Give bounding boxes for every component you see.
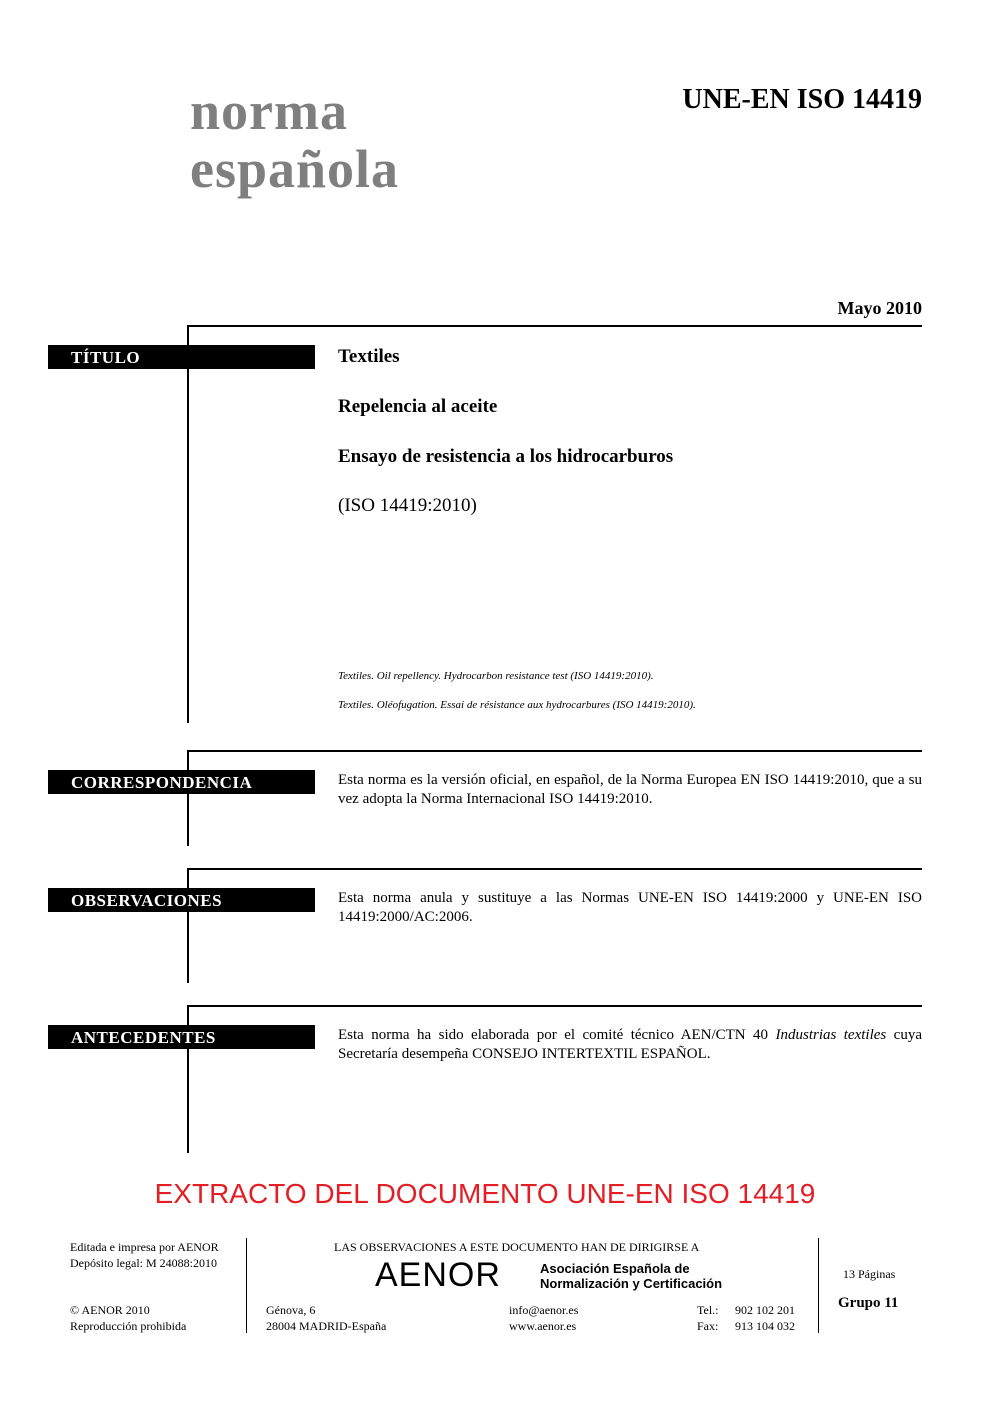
footer-phone-labels	[697, 1302, 719, 1334]
aenor-name-line1: Asociación Española de	[540, 1261, 690, 1276]
section-label-observaciones: OBSERVACIONES	[48, 888, 315, 912]
section-label-titulo: TÍTULO	[48, 345, 315, 369]
section-vertical-rule	[187, 750, 189, 846]
footer-edited: Editada e impresa por AENOR	[70, 1240, 219, 1254]
section-divider	[188, 868, 922, 870]
title-line-4: (ISO 14419:2010)	[338, 495, 477, 516]
aenor-logo: AENOR	[375, 1256, 501, 1294]
antecedentes-text-before: Esta norma ha sido elaborada por el comité técnico AEN/CTN 40	[338, 1027, 776, 1043]
section-label-correspondencia: CORRESPONDENCIA	[48, 770, 315, 794]
footer-observations-header: LAS OBSERVACIONES A ESTE DOCUMENTO HAN DE DIRIGIRSE A	[334, 1240, 700, 1254]
brand-line1: norma	[190, 81, 348, 141]
title-alt-english: Textiles. Oil repellency. Hydrocarbon resistance test (ISO 14419:2010).	[338, 670, 654, 682]
observaciones-text: Esta norma anula y sustituye a las Normas UNE-EN ISO 14419:2000 y UNE-EN ISO 14419:2000/AC:2006.	[338, 890, 922, 925]
footer-address-line2: 28004 MADRID-España	[266, 1319, 387, 1333]
footer-reproduction: Reproducción prohibida	[70, 1319, 187, 1333]
section-divider	[188, 750, 922, 752]
footer-tel-number: 902 102 201	[735, 1303, 795, 1317]
antecedentes-text-after: cuya Secretaría desempeña CONSEJO INTERTEXTIL ESPAÑOL.	[338, 1027, 922, 1062]
brand-title	[190, 82, 399, 198]
footer-contact-web	[509, 1302, 578, 1334]
footer-phone-numbers	[735, 1302, 795, 1334]
title-line-2: Repelencia al aceite	[338, 396, 498, 417]
footer-deposit: Depósito legal: M 24088:2010	[70, 1256, 217, 1270]
section-divider	[188, 1005, 922, 1007]
footer-edition-info	[70, 1239, 219, 1271]
standard-code: UNE-EN ISO 14419	[682, 84, 922, 115]
antecedentes-text	[338, 1026, 922, 1064]
footer-price-group: Grupo 11	[838, 1295, 899, 1311]
footer-email[interactable]: info@aenor.es	[509, 1303, 579, 1317]
aenor-name-line2: Normalización y Certificación	[540, 1276, 723, 1291]
correspondencia-text: Esta norma es la versión oficial, en español, de la Norma Europea EN ISO 14419:2010, que a su vez adopta la Norma Internacional ISO 14419:2010.	[338, 772, 922, 807]
antecedentes-committee-name: Industrias textiles	[775, 1027, 887, 1043]
footer-copyright-info	[70, 1302, 186, 1334]
title-line-3: Ensayo de resistencia a los hidrocarburos	[338, 446, 674, 467]
footer-website[interactable]: www.aenor.es	[509, 1319, 577, 1333]
section-divider	[188, 325, 922, 327]
title-alt-french: Textiles. Oléofugation. Essai de résistance aux hydrocarbures (ISO 14419:2010).	[338, 699, 696, 711]
extract-notice: EXTRACTO DEL DOCUMENTO UNE-EN ISO 14419	[154, 1178, 816, 1209]
section-label-antecedentes: ANTECEDENTES	[48, 1025, 315, 1049]
section-vertical-rule	[187, 868, 189, 983]
footer-copyright: © AENOR 2010	[70, 1303, 150, 1317]
brand-line2: española	[190, 139, 400, 199]
aenor-organization-name	[540, 1261, 722, 1291]
title-line-1: Textiles	[338, 346, 400, 367]
footer-fax-label: Fax:	[697, 1319, 719, 1333]
footer-fax-number: 913 104 032	[735, 1319, 795, 1333]
publication-date: Mayo 2010	[837, 298, 922, 318]
footer-divider	[246, 1238, 247, 1333]
footer-tel-label: Tel.:	[697, 1303, 719, 1317]
footer-page-count: 13 Páginas	[843, 1267, 896, 1281]
footer-divider	[818, 1238, 819, 1333]
footer-address-line1: Génova, 6	[266, 1303, 316, 1317]
section-vertical-rule	[187, 325, 189, 723]
footer-address	[266, 1302, 386, 1334]
